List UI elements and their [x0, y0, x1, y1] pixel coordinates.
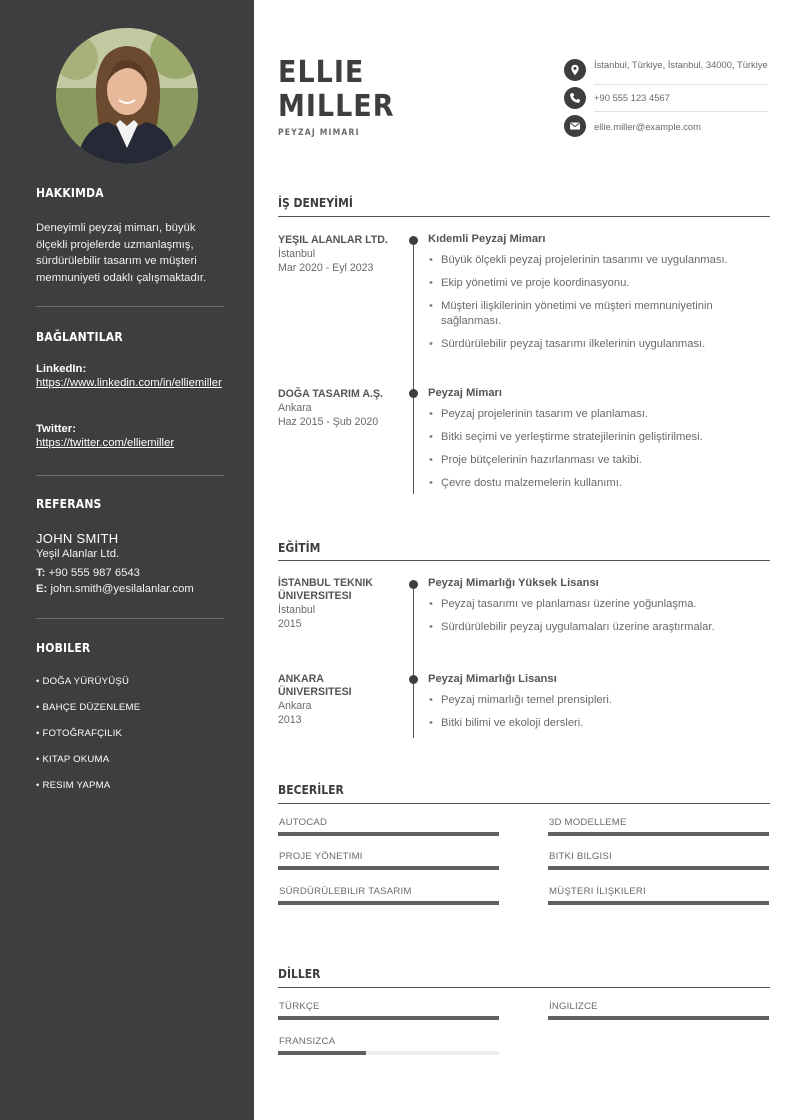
bullet-item: • Peyzaj mimarlığı temel prensipleri.	[428, 693, 770, 708]
sidebar-divider	[36, 618, 224, 619]
skill-bar	[278, 866, 499, 870]
skill-label: PROJE YÖNETIMI	[279, 851, 363, 862]
language-item	[278, 1001, 499, 1020]
company-name: DOĞA TASARIM A.Ş.	[278, 388, 383, 400]
degree-name: Peyzaj Mimarlığı Lisansı	[428, 673, 557, 685]
school-name: ANKARA ÜNIVERSITESI	[278, 673, 352, 698]
hobby-item: • DOĞA YÜRÜYÜŞÜ	[36, 676, 130, 687]
section-rule	[278, 987, 770, 988]
education-entry-detail	[428, 577, 770, 643]
bullet-item: • Müşteri ilişkilerinin yönetimi ve müşteri memnuniyetinin sağlanması.	[428, 299, 770, 329]
job-dates: Haz 2015 - Şub 2020	[278, 416, 379, 428]
company-city: İstanbul	[278, 248, 316, 260]
language-item	[278, 1036, 499, 1055]
skill-item	[548, 886, 769, 905]
reference-phone-label: T:	[36, 566, 46, 579]
section-rule	[278, 560, 770, 561]
bullet-item: • Sürdürülebilir peyzaj tasarımı ilkelerinin uygulanması.	[428, 337, 770, 352]
reference-phone-value: +90 555 987 6543	[48, 566, 140, 579]
education-timeline	[413, 584, 414, 738]
reference-details	[36, 531, 224, 598]
language-label: İNGILIZCE	[549, 1001, 598, 1012]
company-name: YEŞIL ALANLAR LTD.	[278, 234, 388, 246]
skill-bar-fill	[548, 866, 769, 870]
job-bullets	[428, 253, 770, 352]
bullet-item: • Sürdürülebilir peyzaj uygulamaları üzerine araştırmalar.	[428, 620, 770, 635]
section-rule	[278, 216, 770, 217]
phone-icon	[564, 87, 586, 109]
skill-bar-fill	[548, 832, 769, 836]
experience-entry-meta	[278, 387, 398, 429]
skill-bar	[278, 901, 499, 905]
bullet-item: • Peyzaj projelerinin tasarım ve planlaması.	[428, 407, 770, 422]
language-bar-fill	[278, 1051, 366, 1055]
reference-name: JOHN SMITH	[36, 531, 119, 546]
hobby-label: BAHÇE DÜZENLEME	[42, 702, 141, 713]
school-year: 2015	[278, 618, 302, 630]
bullet-item: • Bitki seçimi ve yerleştirme stratejilerinin geliştirilmesi.	[428, 430, 770, 445]
job-role: Kıdemli Peyzaj Mimarı	[428, 233, 546, 245]
bullet-item: • Peyzaj tasarımı ve planlaması üzerine yoğunlaşma.	[428, 597, 770, 612]
experience-timeline	[413, 240, 414, 494]
job-bullets	[428, 407, 770, 491]
reference-email	[36, 581, 224, 598]
experience-title: İŞ DENEYİMİ	[278, 196, 353, 210]
reference-company: Yeşil Alanlar Ltd.	[36, 548, 120, 560]
skill-item	[548, 817, 769, 836]
hobby-label: KITAP OKUMA	[42, 754, 110, 765]
language-bar	[278, 1016, 499, 1020]
profile-photo	[56, 28, 198, 164]
language-bar-fill	[548, 1016, 769, 1020]
school-year: 2013	[278, 714, 302, 726]
sidebar-divider	[36, 306, 224, 307]
skill-item	[548, 851, 769, 870]
reference-email-label: E:	[36, 583, 48, 595]
section-rule	[278, 803, 770, 804]
skill-bar	[548, 901, 769, 905]
language-label: TÜRKÇE	[279, 1001, 320, 1012]
school-city: İstanbul	[278, 604, 316, 616]
timeline-dot	[409, 580, 418, 589]
reference-title: REFERANS	[36, 497, 102, 511]
degree-name: Peyzaj Mimarlığı Yüksek Lisansı	[428, 577, 599, 589]
about-title: HAKKIMDA	[36, 186, 104, 200]
last-name: MILLER	[278, 89, 395, 124]
hobbies-section	[36, 641, 224, 655]
linkedin-url[interactable]: https://www.linkedin.com/in/elliemiller	[36, 377, 222, 389]
skill-bar	[548, 832, 769, 836]
address-text: İstanbul, Türkiye, İstanbul, 34000, Türkiye	[594, 59, 768, 70]
skill-label: 3D MODELLEME	[549, 817, 627, 828]
about-text: Deneyimli peyzaj mimarı, büyük ölçekli projelerde uzmanlaşmış, sürdürülebilir tasarım ve müşteri memnuniyeti odaklı çalışmaktadır.	[36, 222, 207, 284]
hobby-item: • BAHÇE DÜZENLEME	[36, 702, 141, 713]
first-name: ELLIE	[278, 55, 365, 90]
education-entry-detail	[428, 673, 770, 739]
contact-email	[564, 115, 768, 137]
contact-divider	[594, 84, 768, 85]
twitter-label: Twitter:	[36, 423, 76, 435]
timeline-dot	[409, 236, 418, 245]
skill-bar	[278, 832, 499, 836]
language-label: FRANSIZCA	[279, 1036, 336, 1047]
skill-item	[278, 817, 499, 836]
skills-title: BECERİLER	[278, 783, 344, 797]
skill-bar-fill	[278, 866, 499, 870]
job-dates: Mar 2020 - Eyl 2023	[278, 262, 374, 274]
languages-title: DİLLER	[278, 967, 321, 981]
twitter-url[interactable]: https://twitter.com/elliemiller	[36, 437, 175, 449]
links-section	[36, 330, 224, 344]
linkedin-link	[36, 363, 224, 392]
language-bar-fill	[278, 1016, 499, 1020]
skill-label: MÜŞTERI İLIŞKILERI	[549, 886, 646, 897]
bullet-item: • Bitki bilimi ve ekoloji dersleri.	[428, 716, 770, 731]
degree-bullets	[428, 693, 770, 731]
skill-label: AUTOCAD	[279, 817, 328, 828]
links-title: BAĞLANTILAR	[36, 330, 123, 344]
company-city: Ankara	[278, 402, 312, 414]
about-section	[36, 186, 224, 200]
bullet-item: • Proje bütçelerinin hazırlanması ve takibi.	[428, 453, 770, 468]
skill-label: SÜRDÜRÜLEBILIR TASARIM	[279, 886, 412, 897]
reference-section	[36, 497, 224, 511]
hobbies-title: HOBILER	[36, 641, 91, 655]
bullet-item: • Büyük ölçekli peyzaj projelerinin tasarımı ve uygulanması.	[428, 253, 770, 268]
sidebar	[0, 0, 254, 1120]
timeline-dot	[409, 389, 418, 398]
job-role: Peyzaj Mimarı	[428, 387, 502, 399]
language-bar	[278, 1051, 499, 1055]
school-city: Ankara	[278, 700, 312, 712]
skill-bar-fill	[278, 901, 499, 905]
hobby-label: RESIM YAPMA	[42, 780, 111, 791]
hobbies-list	[36, 676, 224, 806]
bullet-item: • Ekip yönetimi ve proje koordinasyonu.	[428, 276, 770, 291]
contact-address	[564, 59, 768, 81]
linkedin-label: LinkedIn:	[36, 363, 87, 375]
timeline-dot	[409, 675, 418, 684]
hobby-label: DOĞA YÜRÜYÜŞÜ	[42, 676, 130, 687]
skill-bar-fill	[548, 901, 769, 905]
skill-item	[278, 851, 499, 870]
sidebar-divider	[36, 475, 224, 476]
twitter-link	[36, 423, 224, 452]
skill-bar	[548, 866, 769, 870]
envelope-icon	[564, 115, 586, 137]
skill-label: BITKI BILGISI	[549, 851, 612, 862]
reference-phone	[36, 565, 224, 582]
contact-divider	[594, 111, 768, 112]
experience-entry-meta	[278, 233, 398, 275]
hobby-item: • KITAP OKUMA	[36, 754, 110, 765]
education-entry-meta	[278, 673, 393, 727]
email-text: ellie.miller@example.com	[594, 121, 701, 132]
language-item	[548, 1001, 769, 1020]
profile-photo-image	[56, 28, 198, 164]
education-title: EĞİTİM	[278, 541, 321, 555]
education-entry-meta	[278, 577, 393, 631]
contact-phone	[564, 87, 768, 109]
school-name: İSTANBUL TEKNIK ÜNIVERSITESI	[278, 577, 373, 602]
degree-bullets	[428, 597, 770, 635]
job-title: PEYZAJ MIMARI	[278, 128, 360, 138]
skill-bar-fill	[278, 832, 499, 836]
experience-entry-detail	[428, 233, 770, 360]
hobby-item: • FOTOĞRAFÇILIK	[36, 728, 123, 739]
location-pin-icon	[564, 59, 586, 81]
phone-text: +90 555 123 4567	[594, 92, 670, 103]
experience-entry-detail	[428, 387, 770, 499]
skill-item	[278, 886, 499, 905]
bullet-item: • Çevre dostu malzemelerin kullanımı.	[428, 476, 770, 491]
language-bar	[548, 1016, 769, 1020]
reference-email-value: john.smith@yesilalanlar.com	[50, 583, 194, 595]
hobby-item: • RESIM YAPMA	[36, 780, 111, 791]
hobby-label: FOTOĞRAFÇILIK	[42, 728, 123, 739]
